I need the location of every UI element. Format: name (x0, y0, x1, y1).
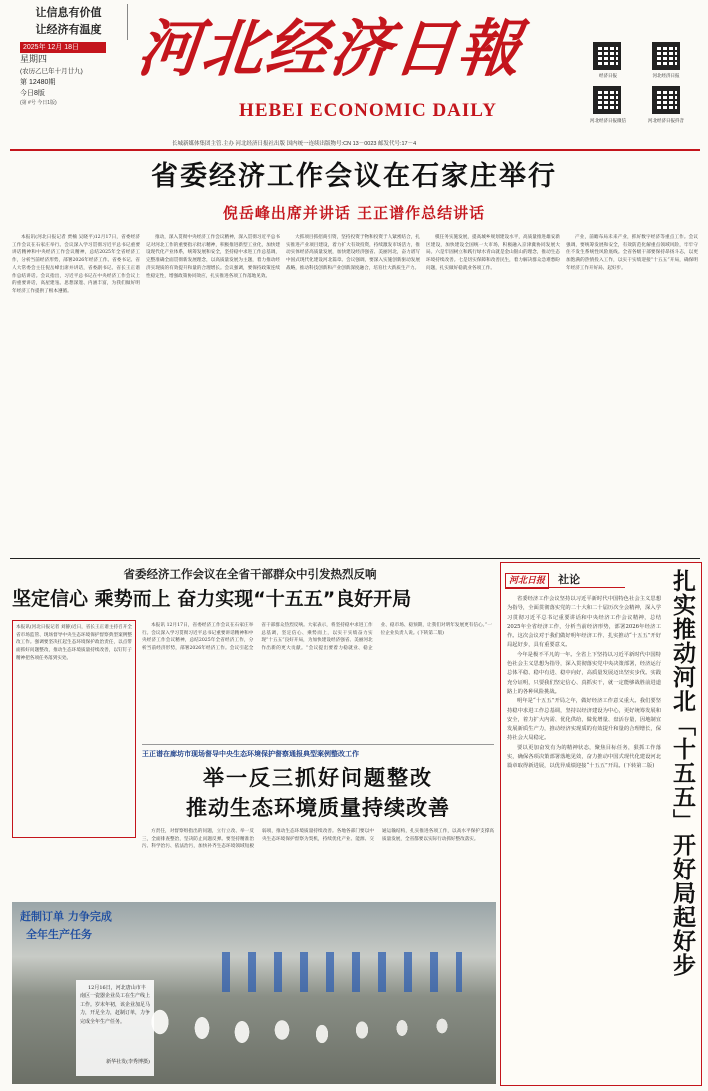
slogan-line-1: 让信息有价值 (35, 6, 102, 19)
lead-col4-text: 模任务实施发展，提高城乡规划建设水平，高质量推进雄安新区建设，加快建设全国统一大市场，积极融入京津冀协同发展大局。六是牢固树立和践行绿水青山就是金山银山的理念，推动生态环境持续改善。七是切实保障和改善民生，着力解决群众急难愁盼问题，扎实做好稳就业各项工作。 (426, 235, 560, 271)
lead-col3-text: 大抓项目抓招商引资，坚持投资于物和投资于人紧密结合，扎实推进产业项目建设，着力扩大有效投资，持续激发市场活力，推动实体经济高质量发展，加快建设经济强省、美丽河北，奋力谱写中国式现代化建设河北篇章。会议强调，要深入实施创新驱动发展战略，推动科技创新和产业创新深度融合，培育壮大新质生产力。 (286, 235, 420, 271)
editorial-logo: 河北日报 (505, 573, 549, 589)
qr-label: 河北经济日报 (652, 73, 680, 78)
photo-workers (222, 952, 462, 992)
issue-info (20, 42, 128, 108)
issue-lunar: (农历乙巳年十月廿九) (20, 68, 83, 75)
issue-weekday: 星期四 (20, 54, 48, 64)
third-headline-line-1: 举一反三抓好问题整改 (203, 766, 433, 790)
qr-code-icon[interactable] (652, 42, 680, 70)
issue-reg: (第 #号 今日1版) (20, 100, 57, 106)
lead-subhead: 倪岳峰出席并讲话 王正谱作总结讲话 (222, 204, 486, 222)
lead-column (146, 234, 280, 552)
editorial-paragraph: 今年是极不平凡的一年。全省上下坚持以习近平新时代中国特色社会主义思想为指导，深入贯彻落实党中央决策部署，经济运行总体平稳、稳中有进、稳中向好，高质量发展迈出坚实步伐。实践充分证明，只要我们坚定信心、真抓实干，就一定能够战胜前进道路上的各种风险挑战。 (507, 651, 661, 695)
masthead-title: 河北经济日報 (134, 12, 526, 85)
photo-banner (20, 908, 140, 952)
photo-banner-line-2: 全年生产任务 (26, 928, 92, 941)
side-box-text: 本报讯(河北日报记者 刘静)近日，省长王正谱主持召开全省市场监管、现场督导中央生态环境保护督察典型案例整改工作。强调要坚决扛起生态环境保护政治责任，以点带面抓好问题整改，推动生态环境质量持续改善，以钉钉子精神把各项任务落到实处。 (16, 625, 132, 661)
lead-column (426, 234, 560, 552)
news-photo (12, 902, 496, 1084)
lead-headline: 省委经济工作会议在石家庄举行 (151, 161, 557, 192)
masthead-slogan (10, 4, 128, 40)
editorial-body (507, 595, 661, 1081)
section-divider (10, 558, 700, 559)
lead-col2-text: 推动，深入贯彻中央经济工作会议精神，深入贯彻习近平总书记对河北工作的重要指示批示精神，积极推进新型工业化，加快建设现代化产业体系，统筹发展和安全，坚持稳中求进工作总基调，完整准确全面贯彻新发展理念，以高质量发展为主题，着力推动经济实现质的有效提升和量的合理增长。会议强调，要保持政策连续性稳定性，增强政策协同效应，扎实推进各项工作落地见效。 (146, 235, 280, 279)
second-headline: 坚定信心 乘势而上 奋力实现“十五五”良好开局 (12, 588, 412, 610)
qr-label: 经济日报 (599, 73, 617, 78)
qr-code-icon[interactable] (593, 42, 621, 70)
issue-date: 2025年 12月 18日 (20, 42, 106, 53)
second-body (142, 622, 492, 742)
slogan-line-2: 让经济有温度 (35, 23, 102, 36)
section-divider (142, 744, 494, 745)
lead-column (12, 234, 140, 552)
masthead-title-en: HEBEI ECONOMIC DAILY (239, 100, 497, 121)
qr-code-icon[interactable] (593, 86, 621, 114)
lead-col5-text: 产业，前瞻布局未来产业，抓好数字经济等重点工作。会议强调，要统筹发展和安全，有效防范化解重点领域风险，牢牢守住不发生系统性风险底线。全省各级干部要保持昂扬斗志，以更加饱满的热情投入工作，以实干实绩迎接“十五五”开局，确保明年经济工作开好局、起好步。 (566, 235, 698, 271)
second-kicker: 省委经济工作会议在全省干部群众中引发热烈反响 (123, 567, 377, 581)
qr-codes (590, 40, 702, 132)
side-box (12, 620, 136, 838)
editorial-label: 社论 (558, 573, 581, 586)
photo-credit: 新华社发(李秀博摄) (106, 1059, 150, 1065)
lead-column (286, 234, 420, 552)
qr-label: 河北经济日报微信 (590, 118, 626, 123)
editorial-headline: 扎实推动河北「十五五」开好局起好步 (669, 569, 695, 977)
third-body (142, 828, 494, 902)
qr-code-icon[interactable] (652, 86, 680, 114)
photo-caption-box (76, 980, 154, 1076)
editorial-paragraph: 省委经济工作会议坚持以习近平新时代中国特色社会主义思想为指导，全面贯彻落实党的二十大和二十届历次全会精神，深入学习贯彻习近平总书记重要讲话和中央经济工作会议精神，总结2025年全省经济工作，分析当前经济形势，部署2026年经济工作。这次会议对于我们做好明年经济工作、扎实推动“十五五”开好局起好步，具有重要意义。 (507, 596, 661, 649)
photo-banner-line-1: 赶制订单 力争完成 (20, 910, 112, 923)
qr-label: 河北经济日报抖音 (648, 118, 684, 123)
editorial-header (505, 568, 625, 588)
masthead-rule (10, 149, 700, 151)
third-kicker: 王正谱在廊坊市现场督导中央生态环境保护督察通报典型案例整改工作 (142, 750, 359, 758)
issue-pages: 今日8版 (20, 90, 45, 97)
second-body-text: 本报讯 12月17日，省委经济工作会议在石家庄举行。会议深入学习贯彻习近平总书记重要讲话精神和中央经济工作会议精神，总结2025年全省经济工作，分析当前经济形势，部署2026年经济工作。会议引起全省干部群众热烈反响。大家表示，将坚持稳中求进工作总基调，坚定信心、乘势而上，以实干实绩奋力实现“十五五”良好开局，为加快建设经济强省、美丽河北作出新的更大贡献。“会议提出要着力稳就业、稳企业、稳市场、稳预期，让我们对明年发展更有信心。”一位企业负责人说。(下转第二版) (142, 623, 492, 652)
editorial-paragraph: 明年是“十五五”开局之年，做好经济工作意义重大。我们要坚持稳中求进工作总基调，坚持以经济建设为中心，更好统筹发展和安全，着力扩大内需、优化供给，做优增量、盘活存量，因地制宜发展新质生产力，推动经济实现质的有效提升和量的合理增长，保持社会大局稳定。 (507, 698, 661, 742)
publication-info-line: 长城新媒体集团主管.主办 河北经济日报社出版 国内统一连续出版物号:CN 13－0023 邮发代号:17－4 (172, 141, 417, 147)
issue-number: 第 12480期 (20, 79, 56, 86)
third-headline-line-2: 推动生态环境质量持续改善 (186, 796, 450, 820)
editorial-box (500, 562, 702, 1086)
editorial-paragraph: 要以更加奋发有为的精神状态，聚焦目标任务，狠抓工作落实，确保各项决策部署落地见效，奋力推动中国式现代化建设河北篇章取得新进展，以优异成绩迎接“十五五”开局。(下转第二版) (507, 744, 661, 770)
lead-column (566, 234, 698, 552)
photo-caption: 12月16日，河北唐山市丰南区一瓷器企业员工在生产线上工作。岁末年初，该企业加足马力，开足全力，赶制订单，力争完成全年生产任务。 (80, 985, 150, 1025)
third-body-text: 方责任，对督察组指出的问题，立行立改、举一反三，全面排查整治，坚决防止问题反弹。要坚持精准治污、科学治污、依法治污，加快补齐生态环境领域短板弱项，推动生态环境质量持续改善。各地各部门要以中央生态环境保护督察为契机，持续优化产业、能源、交通运输结构，扎实推进各项工作，以高水平保护支撑高质量发展，全省都要以实际行动抓好整改落实。 (142, 829, 494, 850)
lead-col1-text: 本报讯(河北日报记者 贾楠 吴晓平)12月17日，省委经济工作会议在石家庄举行。会议深入学习贯彻习近平总书记重要讲话精神和中央经济工作会议精神，总结2025年全省经济工作，分析当前经济形势，部署2026年经济工作。省委书记、省人大常委会主任倪岳峰出席并讲话，省委副书记、省长王正谱作总结讲话。会议指出，习近平总书记在中央经济工作会议上的重要讲话，高屋建瓴、思想深邃、内涵丰富，为我们做好明年经济工作提供了根本遵循。 (12, 235, 140, 294)
